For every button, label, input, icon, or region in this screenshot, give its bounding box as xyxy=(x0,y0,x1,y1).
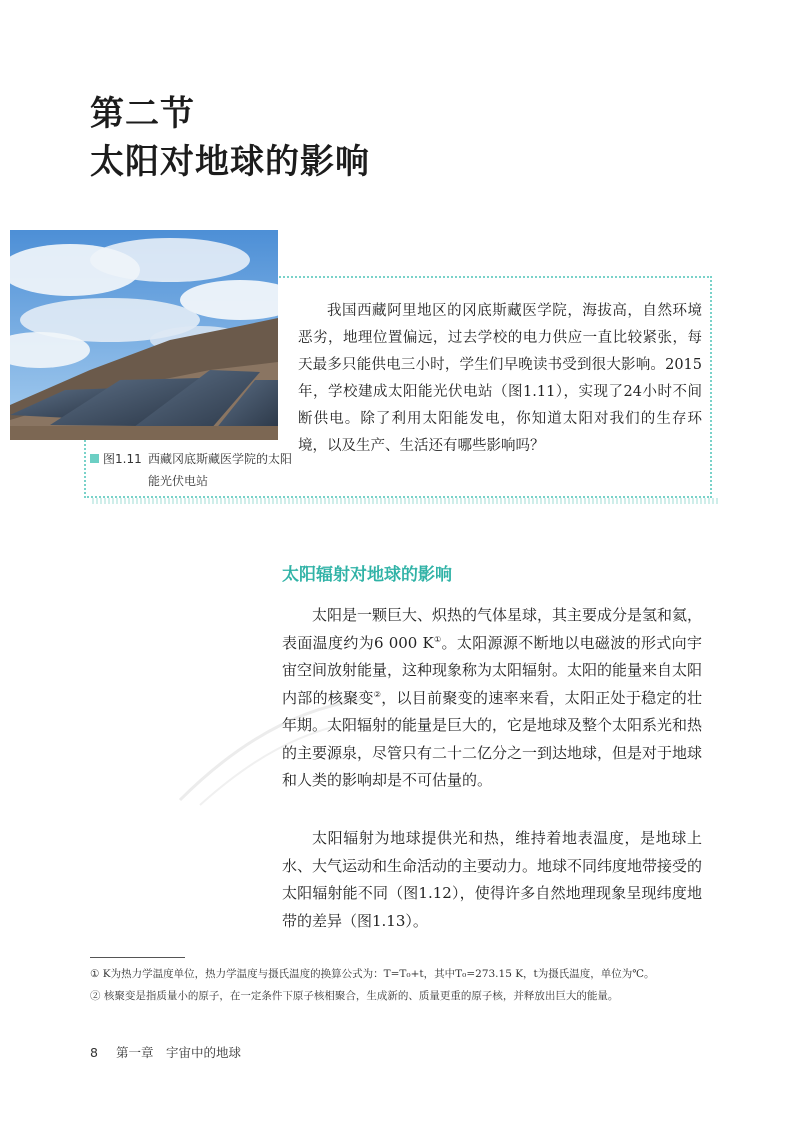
body-paragraph-2 xyxy=(282,825,702,935)
body-paragraph-1 xyxy=(282,602,702,795)
figure-description: 西藏冈底斯藏医学院的太阳能光伏电站 xyxy=(148,452,293,488)
footnote-ref-1[interactable]: ① xyxy=(433,634,442,644)
page-number: 8 xyxy=(90,1045,98,1060)
footnote-ref-2[interactable]: ② xyxy=(373,689,382,699)
photo-illustration xyxy=(10,230,278,440)
page-title: 太阳对地球的影响 xyxy=(90,142,370,182)
paragraph2-text: 太阳辐射为地球提供光和热，维持着地表温度，是地球上水、大气运动和生命活动的主要动力。地球不同纬度地带接受的太阳辐射能不同（图1.12），使得许多自然地理现象呈现纬度地带的差异（图1.13）。 xyxy=(282,829,703,930)
footnote-1: ① K为热力学温度单位，热力学温度与摄氏温度的换算公式为：T=T₀+t，其中T₀=273.15 K，t为摄氏温度，单位为℃。 xyxy=(90,968,655,980)
page-footer xyxy=(90,1043,241,1061)
caption-marker-icon xyxy=(90,454,99,463)
section-heading: 太阳辐射对地球的影响 xyxy=(282,565,452,585)
paragraph1-text-b: 。太阳源源不断地以电磁波的形式向宇宙空间放射能量，这种现象称为太阳辐射。太阳的能量来自太阳内部的核聚变 xyxy=(282,633,703,707)
section-number: 第二节 xyxy=(90,94,195,134)
paragraph1-text-c: ，以目前聚变的速率来看，太阳正处于稳定的壮年期。太阳辐射的能量是巨大的，它是地球及整个太阳系光和热的主要源泉，尽管只有二十二亿分之一到达地球，但是对于地球和人类的影响却是不可估量的。 xyxy=(282,688,703,789)
figure-number: 图1.11 xyxy=(103,452,142,466)
figure-caption xyxy=(90,448,293,488)
intro-paragraph: 我国西藏阿里地区的冈底斯藏医学院，海拔高，自然环境恶劣，地理位置偏远，过去学校的电力供应一直比较紧张，每天最多只能供电三小时，学生们早晚读书受到很大影响。2015年，学校建成太阳能光伏电站（图1.11），实现了24小时不间断供电。除了利用太阳能发电，你知道太阳对我们的生存环境，以及生产、生活还有哪些影响吗？ xyxy=(298,303,702,454)
footnote-2: ② 核聚变是指质量小的原子，在一定条件下原子核相聚合，生成新的、质量更重的原子核，并释放出巨大的能量。 xyxy=(90,990,619,1002)
footer-chapter: 第一章 宇宙中的地球 xyxy=(115,1045,241,1060)
footnotes xyxy=(90,963,730,1007)
paragraph1-text-a: 太阳是一颗巨大、炽热的气体星球，其主要成分是氢和氦，表面温度约为6 000 K xyxy=(282,606,703,652)
footnote-divider xyxy=(90,957,185,958)
solar-station-photo xyxy=(10,230,278,440)
